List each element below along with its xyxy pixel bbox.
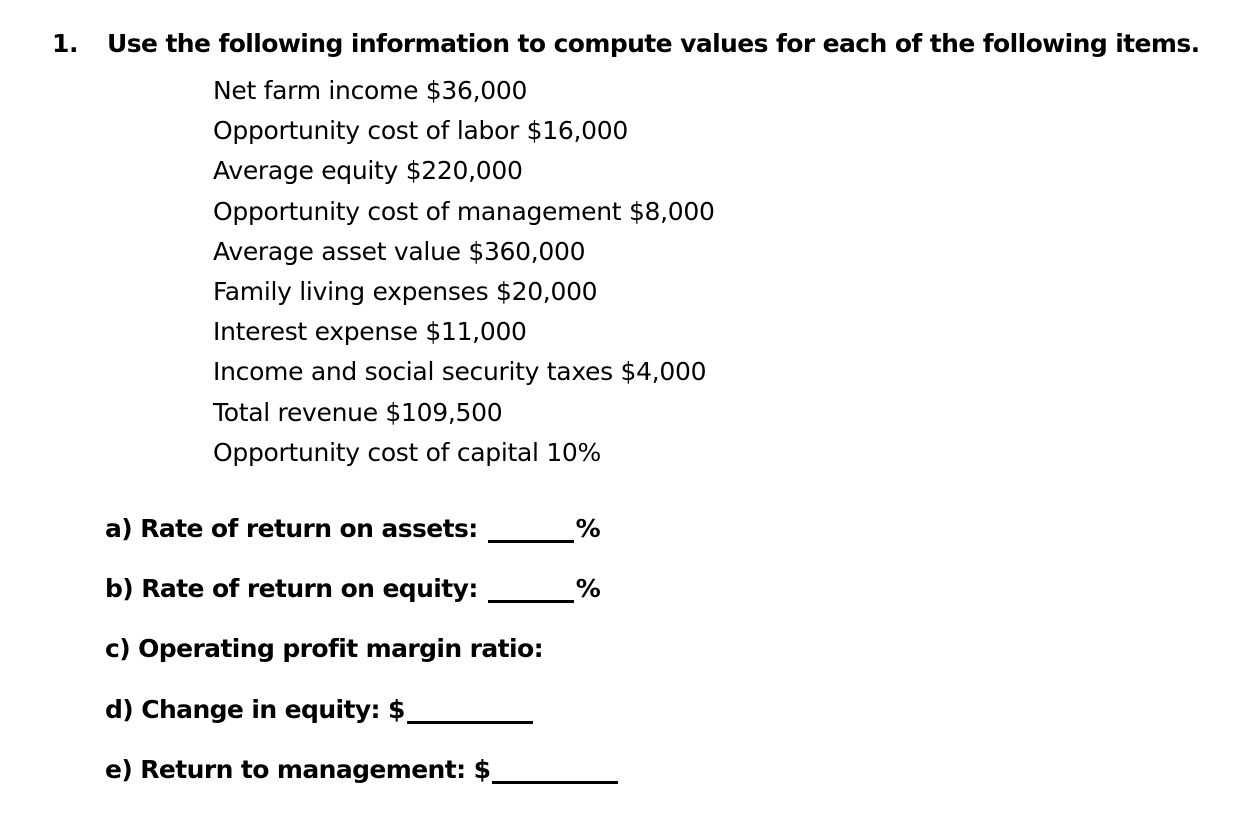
answer-row-return-on-equity (105, 574, 600, 603)
info-item-opportunity-cost-labor: Opportunity cost of labor $16,000 (213, 116, 628, 146)
given-information-list (213, 71, 715, 473)
info-item-average-asset-value: Average asset value $360,000 (213, 236, 586, 266)
answer-label: e) Return to management: $ (105, 755, 491, 784)
question-number: 1. (52, 29, 79, 58)
info-item-net-farm-income: Net farm income $36,000 (213, 76, 528, 105)
answer-label: d) Change in equity: $ (105, 695, 405, 724)
answer-row-return-to-management (105, 755, 620, 784)
info-item-family-living-expenses: Family living expenses $20,000 (213, 276, 598, 306)
answer-label: a) Rate of return on assets: (105, 514, 478, 543)
info-item-total-revenue: Total revenue $109,500 (213, 397, 503, 427)
answer-blank[interactable] (488, 514, 574, 543)
answer-unit: % (575, 574, 601, 603)
info-item-opportunity-cost-management: Opportunity cost of management $8,000 (213, 196, 715, 226)
answer-unit: % (575, 514, 601, 543)
answer-row-return-on-assets (105, 514, 600, 543)
answer-label: c) Operating profit margin ratio: (105, 634, 543, 663)
info-item-opportunity-cost-capital: Opportunity cost of capital 10% (213, 437, 601, 467)
answer-blank[interactable] (407, 695, 533, 724)
answer-label: b) Rate of return on equity: (105, 574, 478, 603)
answer-blank[interactable] (488, 574, 574, 603)
question-prompt: Use the following information to compute values for each of the following items. (107, 29, 1200, 58)
info-item-average-equity: Average equity $220,000 (213, 156, 523, 186)
answer-blank[interactable] (492, 755, 618, 784)
answer-row-operating-profit-margin (105, 634, 543, 663)
info-item-income-social-security-taxes: Income and social security taxes $4,000 (213, 357, 707, 387)
info-item-interest-expense: Interest expense $11,000 (213, 317, 527, 347)
answer-row-change-in-equity (105, 695, 535, 724)
